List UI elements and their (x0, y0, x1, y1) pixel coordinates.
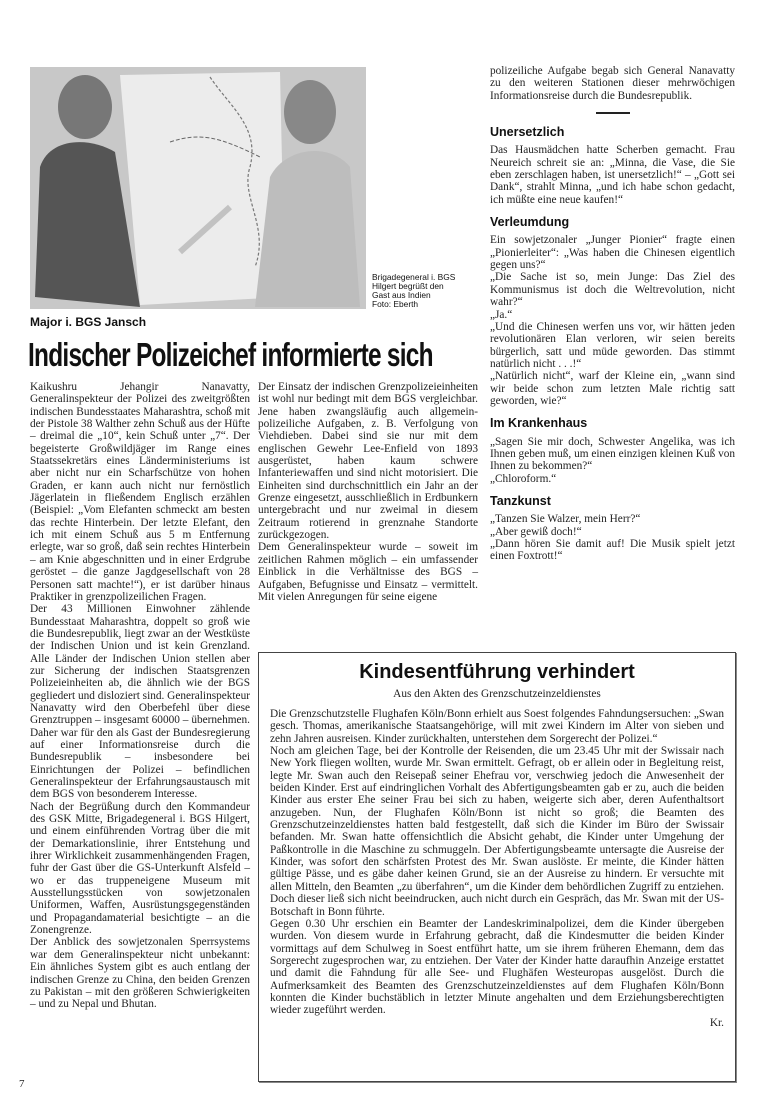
article-column-2 (258, 381, 478, 603)
paragraph: Die Grenzschutzstelle Flughafen Köln/Bonn erhielt aus Soest folgendes Fahndungsersuchen: „Swan gesch. Thomas, amerikanische Staatsangehörige, will mit zwei Kindern im Alter von sieben und zehn Jahren ausreisen. Kinder zurückhalten, unterstehen dem Sorgerecht der Polizei.“ (270, 708, 724, 745)
joke-line: „Die Sache ist so, mein Junge: Das Ziel des Kommunismus ist doch die Weltrevolution, nicht wahr?“ (490, 271, 735, 309)
photo-illustration (30, 67, 366, 309)
photo-caption-right (372, 273, 455, 309)
paragraph: polizeiliche Aufgabe begab sich General Nanavatty zu den weiteren Stationen dieser mehrwöchigen Informationsreise durch die Bundesrepublik. (490, 65, 735, 102)
joke-title: Verleumdung (490, 215, 570, 230)
caption-line: Brigadegeneral i. BGS (372, 272, 456, 282)
box-lead: Aus den Akten des Grenzschutzeinzeldienstes (393, 688, 601, 700)
joke-line: Ein sowjetzonaler „Junger Pionier“ fragte einen „Pionierleiter“: „Was haben die Chinesen eigentlich gegen uns?“ (490, 234, 735, 272)
joke-line: „Ja.“ (490, 308, 513, 321)
article-column-3 (490, 65, 735, 563)
paragraph: Der 43 Millionen Einwohner zählende Bundesstaat Maharashtra, doppelt so groß wie die Bundesrepublik, liegt zwar an der Westküste der Indischen Union und ist kein Grenzland. Alle Länder der Indischen Union stellen aber zur Sicherung der indischen Staatsgrenzen Polizeieinheiten ab, die ähnlich wie der BGS gegliedert und disloziert sind. Generalinspekteur Nanavatty wird den Oberbefehl über diese Grenztruppen – insgesamt 60000 – übernehmen. Daher war für den als Gast der Bundesregierung auf einer Informationsreise durch die Bundesrepublik – insbesondere bei Einrichtungen der Polizei – befindlichen Generalinspekteur der Erfahrungsaustausch mit dem BGS von besonderem Interesse. (30, 603, 250, 801)
box-body (259, 708, 735, 1029)
paragraph: Nach der Begrüßung durch den Kommandeur des GSK Mitte, Brigadegeneral i. BGS Hilgert, und einem einführenden Vortrag über die mit der Demarkationslinie, ihrer Entstehung und ihrer Wirklichkeit zusammenhängenden Fragen, fuhr der Gast über die GS-Unterkunft Alsfeld – wo er das truppeneigene Museum mit Ausstellungsstücken von sowjetzonalen Uniformen, Waffen, Ausrüstungsgegenständen und Propagandamaterial besichtigte – an die Zonengrenze. (30, 800, 250, 937)
photo-caption-left: Major i. BGS Jansch (30, 315, 147, 329)
article-headline: Indischer Polizeichef informierte sich (28, 336, 433, 373)
photo-officers-at-map (30, 67, 366, 309)
joke-line: „Natürlich nicht“, warf der Kleine ein, „wann sind wir beide schon zum letzten Male richtig satt geworden, wie?“ (490, 370, 735, 407)
joke-title: Unersetzlich (490, 125, 565, 140)
boxed-article (258, 652, 736, 1082)
paragraph: Dem Generalinspekteur wurde – soweit im zeitlichen Rahmen möglich – ein umfassender Einblick in die Verhältnisse des BGS – Aufgaben, Befugnisse und Einsatz – vermittelt. Mit vielen Anregungen für seine eigene (258, 541, 478, 603)
caption-line: Gast aus Indien (372, 290, 431, 300)
author-initials: Kr. (709, 1016, 724, 1029)
paragraph: Gegen 0.30 Uhr erschien ein Beamter der Landeskriminalpolizei, dem die Kinder übergeben wurden. Von diesem wurde in Erfahrung gebracht, daß die Kindesmutter die beiden Kinder vormittags auf dem Schulweg in Soest entführt hatte, um sie ihrem früheren Ehemann, dem das Sorgerecht zugesprochen war, zu entziehen. Der Vater der Kinder hatte daraufhin Anzeige erstattet und damit die Fahndung für alle See- und Flughäfen Westeuropas ausgelöst. Durch die Aufmerksamkeit des Beamten des Grenzschutzeinzeldienstes auf dem Flughafen Köln/Bonn konnten die Kinder buchstäblich in letzter Minute angehalten und dem Erziehungsberechtigten wieder zugeführt werden. (270, 917, 724, 1017)
joke-line: „Dann hören Sie damit auf! Die Musik spielt jetzt einen Foxtrott!“ (490, 538, 735, 563)
joke-line: „Tanzen Sie Walzer, mein Herr?“ (490, 513, 641, 526)
joke-line: „Aber gewiß doch!“ (490, 525, 582, 538)
caption-line: Hilgert begrüßt den (372, 281, 444, 291)
article-column-1 (30, 381, 250, 1011)
joke-line: „Sagen Sie mir doch, Schwester Angelika, was ich Ihnen geben muß, um einen einzigen kleinen Kuß von Ihnen zu bekommen?“ (490, 435, 736, 473)
divider (596, 112, 630, 114)
joke-title: Im Krankenhaus (490, 416, 588, 431)
joke-line: „Und die Chinesen werfen uns vor, wir hätten jeden revolutionären Elan verloren, wir seien bereits bürgerlich, satt und müde geworden. Das stimmt natürlich nicht . . .!“ (490, 320, 735, 370)
caption-line: Foto: Eberth (372, 299, 419, 309)
joke-line: Das Hausmädchen hatte Scherben gemacht. Frau Neureich schreit sie an: „Minna, die Vase, die Sie eben zerschlagen haben, ist unersetzlich!“ – „Gott sei Dank“, strahlt Minna, „und ich habe schon gedacht, ich müßte eine neue kaufen!“ (490, 144, 735, 206)
paragraph: Der Anblick des sowjetzonalen Sperrsystems war dem Generalinspekteur nicht unbekannt: Ein ähnliches System gibt es auch entlang der indischen Grenze zu China, den beiden Grenzen zu Pakistan – mit den größeren Schwierigkeiten – und zu Nepal und Bhutan. (30, 936, 250, 1011)
paragraph: Kaikushru Jehangir Nanavatty, Generalinspekteur der Polizei des zweitgrößten indischen Bundesstaates Maharashtra, schoß mit der Pistole 38 Walther zehn Schuß aus der Hüfte – dreimal die „10“, kein Schuß unter „7“. Der begeisterte Großwildjäger im Range eines Staatssekretärs eines Länderministeriums ist aber nicht nur ein Scharfschütze von hohen Graden, er kann auch nicht nur fernöstlich Jägerlatein in fließendem Englisch erzählen (Beispiel: „Vom Elefanten schmeckt am besten das rechte Hinterbein. Der letzte Elefant, den ich mit einem Schuß aus 5 m Entfernung erlegte, war so groß, daß sein rechtes Hinterbein – am Knie abgeschnitten und in einer Erdgrube geröstet – die ganze Jagdgesellschaft von 28 Personen satt machte!“), er ist darüber hinaus Praktiker in grenzpolizeilichen Fragen. (30, 381, 250, 603)
paragraph: Noch am gleichen Tage, bei der Kontrolle der Reisenden, die um 23.45 Uhr mit der Swissair nach New York fliegen wollten, wurde Mr. Swan ermittelt. Gefragt, ob er allein oder in Begleitung reist, legte Mr. Swan auch den Reisepaß seiner Ehefrau vor, verschwieg jedoch die Anwesenheit der beiden Kinder. Erst auf eindringlichen Vorhalt des Abfertigungsbeamten gab er zu, auch die beiden Kinder aus erster Ehe seiner Frau bei sich zu haben, weigerte sich aber, deren Aufenthaltsort anzugeben. Nun, der Flughafen Köln/Bonn ist nicht so groß; die Beamten des Grenzschutzeinzeldienstes hatten bald festgestellt, daß sich die Kinder im Büro der Swissair befanden. Mr. Swan hatte offensichtlich die Absicht gehabt, die Kinder unter Umgehung der Paßkontrolle in die Maschine zu schmuggeln. Der Abfertigungsbeamte untersagte die Ausreise der Kinder, was sofort den schärfsten Protest des Mr. Swan auslöste. Er meinte, die Kinder hätten gültige Pässe, und es gäbe daher keinen Grund, sie an der Ausreise zu hindern. Er versuchte mit allen Mitteln, den Beamten „zu überfahren“, um die Kinder dem behördlichen Zugriff zu entziehen. Doch dieser ließ sich nicht beeindrucken, auch nicht durch ein Gespräch, das Mr. Swan mit der US-Botschaft in Bonn führte. (270, 745, 724, 918)
paragraph: Der Einsatz der indischen Grenzpolizeieinheiten ist wohl nur bedingt mit dem BGS vergleichbar. Jene haben zwangsläufig auch allgemein-polizeiliche Aufgaben, z. B. Verfolgung von Viehdieben. Dabei sind sie nur mit dem englischen Gewehr Lee-Enfield von 1893 ausgerüstet, haben kaum schwere Infanteriewaffen und sind nicht motorisiert. Die Einheiten sind durchschnittlich ein Jahr an der Grenze eingesetzt, ausschließlich in Erdbunkern untergebracht und nur zweimal in diesem Zeitraum rotierend in grenznahe Standorte zurückgezogen. (258, 381, 478, 542)
joke-title: Tanzkunst (490, 493, 551, 508)
joke-line: „Chloroform.“ (490, 472, 557, 485)
page-number: 7 (19, 1078, 25, 1090)
box-title: Kindesentführung verhindert (359, 661, 635, 683)
